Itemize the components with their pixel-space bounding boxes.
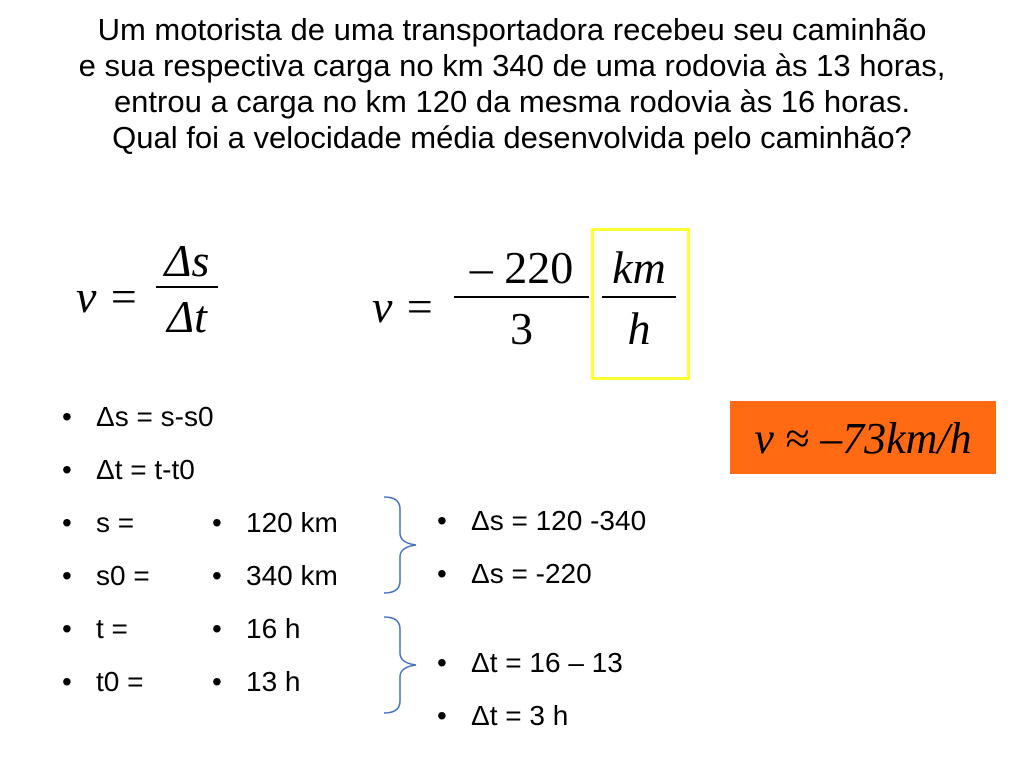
list-item: • Δt = 16 – 13 [435,636,623,689]
delta-s-steps [435,494,646,600]
list-item: • Δs = -220 [435,547,646,600]
delta-t-steps [435,636,623,742]
list-item: • 13 h [210,655,338,708]
unit-denominator: h [627,303,651,354]
formula-general-lhs: v = [76,271,139,322]
result-box [730,401,996,474]
list-item: • s = [60,496,214,549]
problem-statement [0,12,1024,156]
list-item: • t0 = [60,655,214,708]
definitions-list [60,390,214,708]
problem-line: entrou a carga no km 120 da mesma rodovia às 16 horas. [113,84,911,119]
unit-numerator: km [612,242,666,293]
formula-numeric-numerator: – 220 [469,242,574,293]
formula-general-numerator: Δs [164,235,210,286]
problem-line: Um motorista de uma transportadora recebeu seu caminhão [97,12,927,47]
brace-icon [382,615,422,715]
list-item: • 16 h [210,602,338,655]
formula-general-fraction [156,236,218,346]
list-item: • t = [60,602,214,655]
formula-numeric-lhs: v = [372,281,435,332]
list-item: • 120 km [210,496,338,549]
list-item: • Δs = 120 -340 [435,494,646,547]
unit-fraction [602,240,676,360]
values-list [210,496,338,708]
formula-numeric-denominator: 3 [510,303,533,354]
problem-line: Qual foi a velocidade média desenvolvida pelo caminhão? [112,120,912,155]
list-item: • Δs = s-s0 [60,390,214,443]
formula-numeric-fraction [454,240,589,360]
problem-line: e sua respectiva carga no km 340 de uma rodovia às 13 horas, [78,48,946,83]
formula-general-denominator: Δt [167,291,207,342]
list-item: • Δt = t-t0 [60,443,214,496]
list-item: • Δt = 3 h [435,689,623,742]
list-item: • s0 = [60,549,214,602]
result-text: v ≈ –73km/h [754,414,972,463]
brace-icon [382,495,422,595]
list-item: • 340 km [210,549,338,602]
